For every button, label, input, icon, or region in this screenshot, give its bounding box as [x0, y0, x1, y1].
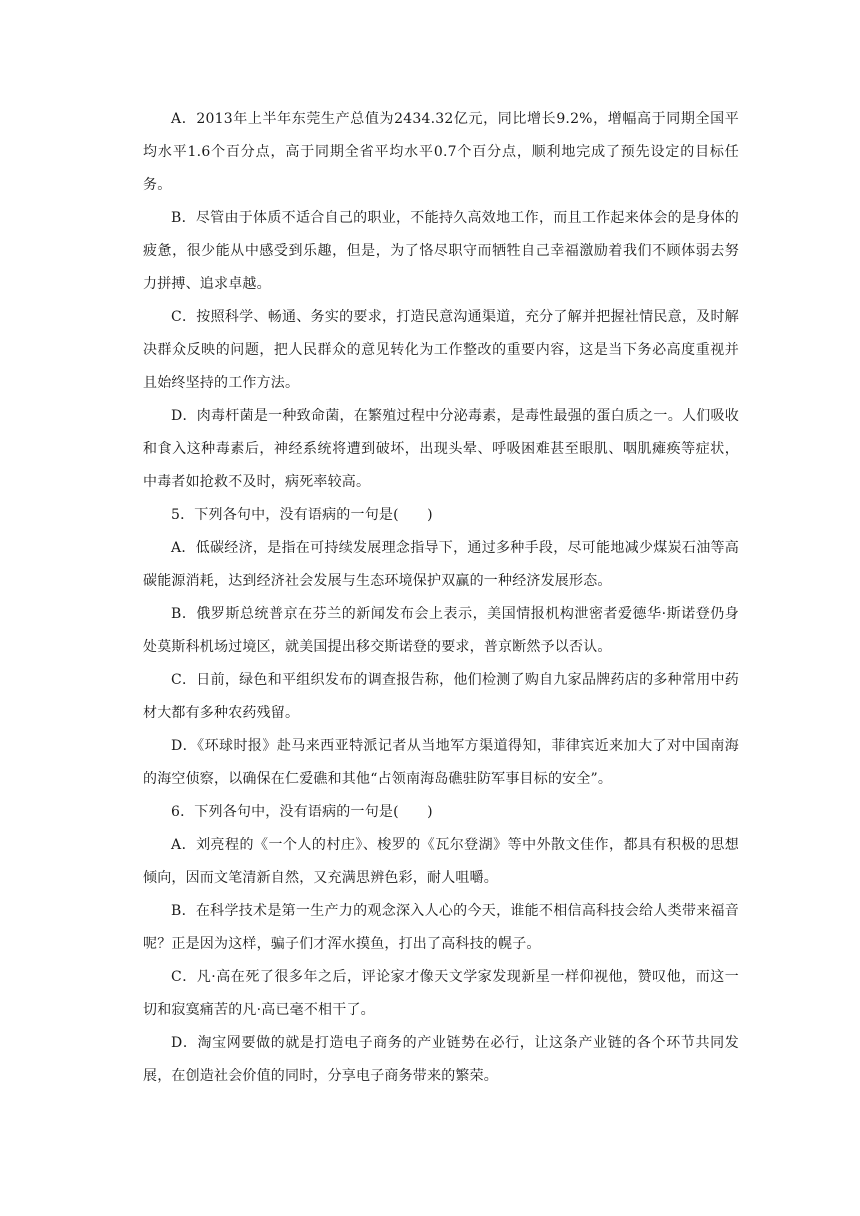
- option-6b-paragraph: B．在科学技术是第一生产力的观念深入人心的今天，谁能不相信高科技会给人类带来福音呢？正是因为这样，骗子们才浑水摸鱼，打出了高科技的幌子。: [143, 903, 739, 952]
- question-5-stem: 5．下列各句中，没有语病的一句是( ): [171, 507, 433, 523]
- option-4a-paragraph: A．2013年上半年东莞生产总值为2434.32亿元，同比增长9.2%，增幅高于同期全国平均水平1.6个百分点，高于同期全省平均水平0.7个百分点，顺利地完成了预先设定的目标任务。: [143, 111, 739, 193]
- option-5b-paragraph: B．俄罗斯总统普京在芬兰的新闻发布会上表示，美国情报机构泄密者爱德华·斯诺登仍身处莫斯科机场过境区，就美国提出移交斯诺登的要求，普京断然予以否认。: [143, 606, 739, 655]
- question-6-stem: 6．下列各句中，没有语病的一句是( ): [171, 804, 433, 820]
- option-4c-paragraph: C．按照科学、畅通、务实的要求，打造民意沟通渠道，充分了解并把握社情民意，及时解决群众反映的问题，把人民群众的意见转化为工作整改的重要内容，这是当下务必高度重视并且始终坚持的工作方法。: [143, 309, 739, 391]
- option-4d-paragraph: D．肉毒杆菌是一种致命菌，在繁殖过程中分泌毒素，是毒性最强的蛋白质之一。人们吸收和食入这种毒素后，神经系统将遭到破坏，出现头晕、呼吸困难甚至眼肌、咽肌瘫痪等症状，中毒者如抢救不及时，病死率较高。: [143, 408, 739, 490]
- option-6a-paragraph: A．刘亮程的《一个人的村庄》、梭罗的《瓦尔登湖》等中外散文佳作，都具有积极的思想倾向，因而文笔清新自然，又充满思辨色彩，耐人咀嚼。: [143, 837, 739, 886]
- option-5c-paragraph: C．日前，绿色和平组织发布的调查报告称，他们检测了购自九家品牌药店的多种常用中药材大都有多种农药残留。: [143, 672, 739, 721]
- option-6c-paragraph: C．凡·高在死了很多年之后，评论家才像天文学家发现新星一样仰视他，赞叹他，而这一切和寂寞痛苦的凡·高已毫不相干了。: [143, 969, 739, 1018]
- document-body: [143, 103, 739, 1093]
- option-5d-paragraph: D．《环球时报》赴马来西亚特派记者从当地军方渠道得知，菲律宾近来加大了对中国南海的海空侦察，以确保在仁爱礁和其他“占领南海岛礁驻防军事目标的安全”。: [143, 738, 739, 787]
- option-5a-paragraph: A．低碳经济，是指在可持续发展理念指导下，通过多种手段，尽可能地减少煤炭石油等高碳能源消耗，达到经济社会发展与生态环境保护双赢的一种经济发展形态。: [143, 540, 739, 589]
- option-6d-paragraph: D．淘宝网要做的就是打造电子商务的产业链势在必行，让这条产业链的各个环节共同发展，在创造社会价值的同时，分享电子商务带来的繁荣。: [143, 1035, 739, 1084]
- option-4b-paragraph: B．尽管由于体质不适合自己的职业，不能持久高效地工作，而且工作起来体会的是身体的疲惫，很少能从中感受到乐趣，但是，为了恪尽职守而牺牲自己幸福激励着我们不顾体弱去努力拼搏、追求卓越。: [143, 210, 739, 292]
